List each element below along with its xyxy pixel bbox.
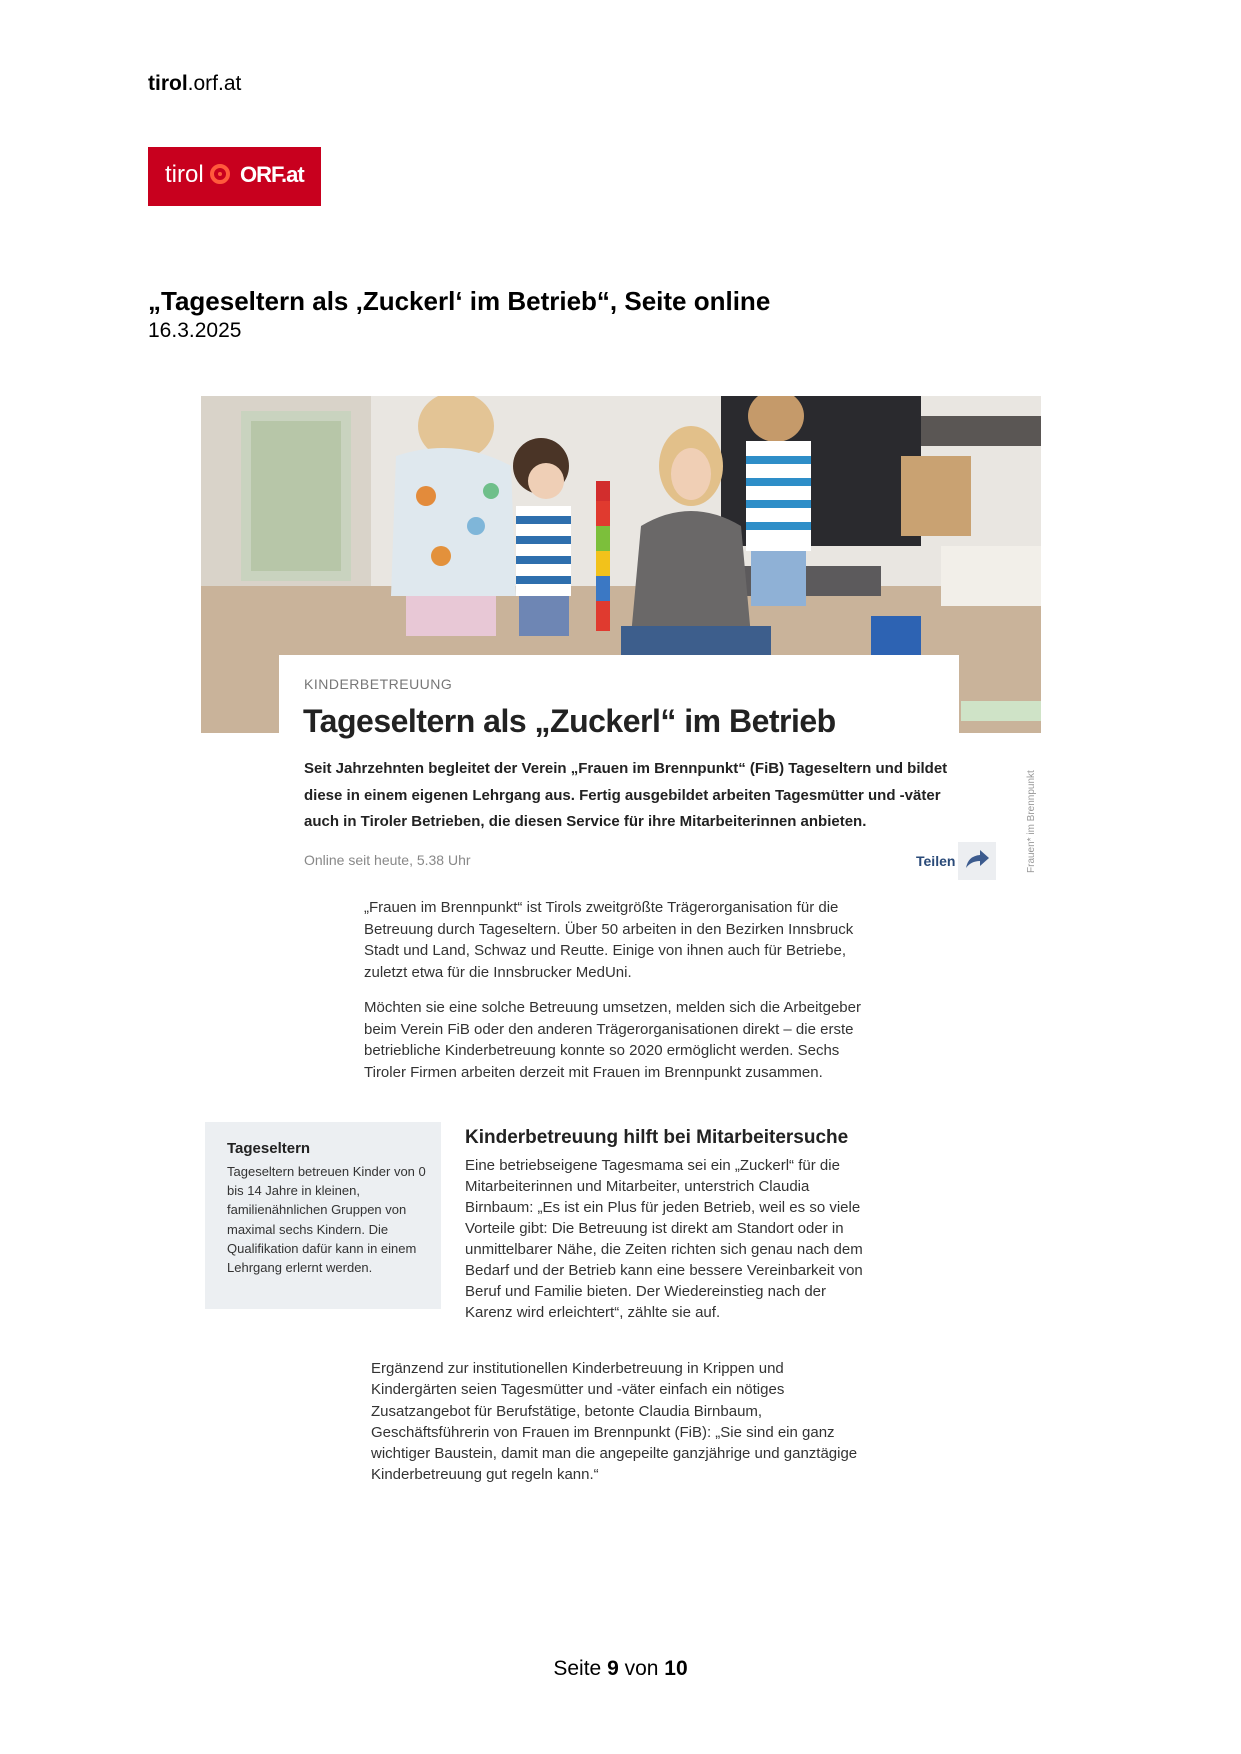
share-label[interactable]: Teilen (916, 853, 956, 869)
document-title: „Tageseltern als ‚Zuckerl‘ im Betrieb“, Seite online (148, 286, 771, 316)
article-paragraph: Möchten sie eine solche Betreuung umsetzen, melden sich die Arbeitgeber beim Verein FiB oder den anderen Trägerorganisationen direkt – die erste betriebliche Kinderbetreuung konnte so 2020 ermöglicht werden. Sechs Tiroler Firmen arbeiten derzeit mit Frauen im Brennpunkt zusammen. (364, 999, 861, 1081)
footer-mid: von (618, 1657, 665, 1680)
article-kicker: KINDERBETREUUNG (304, 676, 453, 692)
photo-credit (1026, 748, 1040, 878)
logo-tirol-text: tirol (165, 161, 204, 188)
article-timestamp: Online seit heute, 5.38 Uhr (304, 852, 471, 868)
footer-page-number: 9 (607, 1657, 619, 1680)
article-paragraph: Eine betriebseigene Tagesmama sei ein „Zuckerl“ für die Mitarbeiterinnen und Mitarbeiter, unterstrich Claudia Birnbaum: „Es ist ein Plus für jeden Betrieb, weil es so viele Vorteile gibt: Die Betreuung ist direkt am Standort oder in unmittelbarer Nähe, die Zeiten richten sich genau nach dem Bedarf und der Betrieb kann eine bessere Vereinbarkeit von Beruf und Familie bieten. Der Wiedereinstieg nach der Karenz wird erleichtert“, zählte sie auf. (465, 1157, 863, 1321)
site-name-rest: .orf.at (187, 72, 242, 95)
infobox-text: Tageseltern betreuen Kinder von 0 bis 14 Jahre in kleinen, familienähnlichen Gruppen von maximal sechs Kindern. Die Qualifikation dafür kann in einem Lehrgang erlernt werden. (227, 1164, 426, 1276)
article-paragraph: „Frauen im Brennpunkt“ ist Tirols zweitgrößte Trägerorganisation für die Betreuung durch Tageseltern. Über 50 arbeiten in den Bezirken Innsbruck Stadt und Land, Schwaz und Reutte. Einige von ihnen auch für Betriebe, zuletzt etwa für die Innsbrucker MedUni. (364, 899, 854, 981)
photo-credit-text: Frauen* im Brennpunkt (1026, 770, 1037, 873)
site-header (148, 72, 241, 96)
share-arrow-icon (958, 842, 996, 880)
share-button[interactable] (958, 842, 996, 880)
article-subheading: Kinderbetreuung hilft bei Mitarbeitersuche (465, 1127, 849, 1148)
document-date: 16.3.2025 (148, 319, 242, 342)
footer-page-total: 10 (664, 1657, 688, 1680)
logo-orf-text: ORF.at (240, 162, 304, 187)
article-paragraph: Ergänzend zur institutionellen Kinderbetreuung in Krippen und Kindergärten seien Tagesmütter und -väter einfach ein nötiges Zusatzangebot für Berufstätige, betonte Claudia Birnbaum, Geschäftsführerin von Frauen im Brennpunkt (FiB): „Sie sind ein ganz wichtiger Baustein, damit man die angepeilte ganzjährige und ganztägige Kinderbetreuung gut regeln kann.“ (371, 1360, 858, 1484)
page-footer (0, 1657, 1241, 1681)
footer-prefix: Seite (553, 1657, 608, 1680)
site-name-bold: tirol (148, 72, 188, 95)
infobox-title: Tageseltern (227, 1140, 311, 1157)
article-headline: Tageseltern als „Zuckerl“ im Betrieb (303, 703, 836, 739)
tirol-orf-logo (148, 147, 321, 206)
orf-eye-icon (210, 164, 230, 184)
article-lead: Seit Jahrzehnten begleitet der Verein „Frauen im Brennpunkt“ (FiB) Tageseltern und bildet diese in einem eigenen Lehrgang aus. Fertig ausgebildet arbeiten Tagesmütter und -väter auch in Tiroler Betrieben, die diesen Service für ihre Mitarbeiterinnen anbieten. (304, 760, 948, 830)
